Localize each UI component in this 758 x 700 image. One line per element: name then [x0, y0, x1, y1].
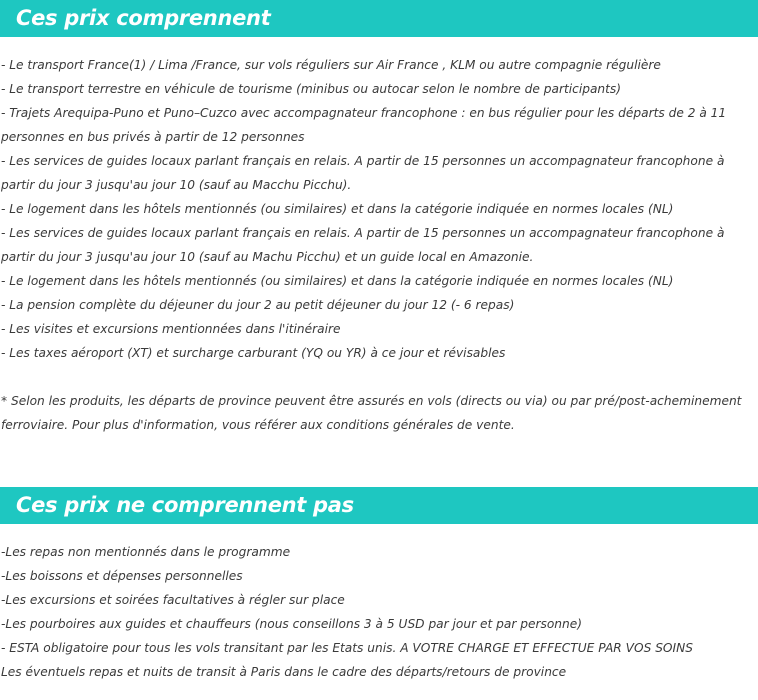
excluded-item: Les éventuels repas et nuits de transit à Paris dans le cadre des départs/retours de province	[1, 665, 567, 679]
included-items-list	[1, 53, 751, 365]
excluded-item: -Les boissons et dépenses personnelles	[1, 569, 243, 583]
included-item: - Les services de guides locaux parlant français en relais. A partir de 15 personnes un accompagnateur francophone à partir du jour 3 jusqu'au jour 10 (sauf au Machu Picchu) et un guide local en Amazonie.	[1, 226, 725, 264]
included-item: - La pension complète du déjeuner du jour 2 au petit déjeuner du jour 12 (- 6 repas)	[1, 298, 515, 312]
included-item: - Le logement dans les hôtels mentionnés (ou similaires) et dans la catégorie indiquée en normes locales (NL)	[1, 274, 674, 288]
included-section-header	[0, 0, 758, 37]
included-section-title: Ces prix comprennent	[16, 6, 271, 30]
included-item: - Les visites et excursions mentionnées dans l'itinéraire	[1, 322, 341, 336]
included-item: - Le logement dans les hôtels mentionnés (ou similaires) et dans la catégorie indiquée en normes locales (NL)	[1, 202, 674, 216]
included-item: - Les services de guides locaux parlant français en relais. A partir de 15 personnes un accompagnateur francophone à partir du jour 3 jusqu'au jour 10 (sauf au Macchu Picchu).	[1, 154, 725, 192]
excluded-section-header	[0, 487, 758, 524]
excluded-item: - ESTA obligatoire pour tous les vols transitant par les Etats unis. A VOTRE CHARGE ET EFFECTUE PAR VOS SOINS	[1, 641, 693, 655]
excluded-item: -Les pourboires aux guides et chauffeurs (nous conseillons 3 à 5 USD par jour et par personne)	[1, 617, 582, 631]
included-item: - Le transport terrestre en véhicule de tourisme (minibus ou autocar selon le nombre de participants)	[1, 82, 622, 96]
included-item: - Les taxes aéroport (XT) et surcharge carburant (YQ ou YR) à ce jour et révisables	[1, 346, 506, 360]
excluded-section-title: Ces prix ne comprennent pas	[16, 493, 354, 517]
excluded-items-list	[1, 540, 751, 684]
excluded-item: -Les excursions et soirées facultatives à régler sur place	[1, 593, 345, 607]
excluded-item: -Les repas non mentionnés dans le programme	[1, 545, 291, 559]
included-item: - Le transport France(1) / Lima /France, sur vols réguliers sur Air France , KLM ou autre compagnie régulière	[1, 58, 661, 72]
province-departure-note: * Selon les produits, les départs de province peuvent être assurés en vols (directs ou via) ou par pré/post-acheminement ferroviaire. Pour plus d'information, vous référer aux conditions générales de vente.	[1, 394, 742, 432]
included-item: - Trajets Arequipa-Puno et Puno–Cuzco avec accompagnateur francophone : en bus régulier pour les départs de 2 à 11 personnes en bus privés à partir de 12 personnes	[1, 106, 727, 144]
